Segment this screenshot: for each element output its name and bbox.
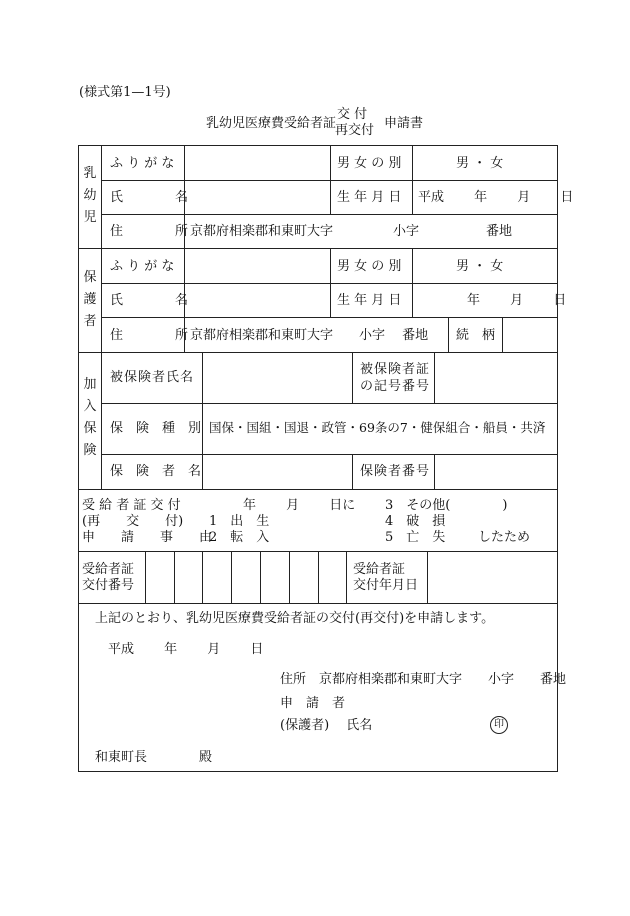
guardian-address-label: 住 所 [110,328,189,343]
insured-symbol-label-1: 被保険者証 [360,362,431,377]
certificate-date-label-2: 交付年月日 [353,578,419,593]
border-top [78,145,558,146]
reason-date-line[interactable]: 年 月 日に [243,498,356,513]
guardian-sex-value[interactable]: 男 ・ 女 [456,259,504,274]
border-left [78,145,79,772]
reason-label-3: 申 請 事 由 [82,530,213,545]
certificate-number-label-1: 受給者証 [82,562,135,577]
guardian-birth-label: 生 年 月 日 [337,293,402,308]
guardian-birth-value[interactable]: 年 月 日 [467,293,567,308]
infant-birth-label: 生 年 月 日 [337,190,402,205]
infant-furigana-label: ふ り が な [110,156,175,171]
infant-sex-value[interactable]: 男 ・ 女 [456,156,504,171]
infant-address-value[interactable]: 京都府相楽郡和東町大字 [190,224,334,239]
reason-option-lost[interactable]: 5 亡 失 [385,530,446,545]
reason-option-birth[interactable]: 1 出 生 [209,514,270,529]
reason-option-move-in[interactable]: 2 転 入 [209,530,270,545]
applicant-label: 申 請 者 [280,696,346,711]
infant-birth-value[interactable]: 平成 年 月 日 [418,190,574,205]
guardian-sex-label: 男 女 の 別 [337,259,402,274]
guardian-relation-label: 続 柄 [456,328,496,343]
declaration-statement: 上記のとおり、乳幼児医療費受給者証の交付(再交付)を申請します。 [95,611,495,626]
certificate-number-label-2: 交付番号 [82,578,135,593]
insured-symbol-label-2: の記号番号 [360,379,431,394]
infant-section-label: 乳 幼 児 [83,166,97,225]
reason-option-damage[interactable]: 4 破 損 [385,514,446,529]
title-main: 乳幼児医療費受給者証 [206,116,337,131]
applicant-guardian-name[interactable]: (保護者) 氏名 [280,718,373,733]
border-bottom [78,771,558,772]
infant-name-label: 氏 名 [110,190,189,205]
reason-option-other[interactable]: 3 その他( ) [385,498,508,513]
insurance-type-label: 保 険 種 別 [110,421,202,436]
insurer-number-label: 保険者番号 [360,464,431,479]
title-option-reissue: 再交付 [335,123,375,138]
declaration-date[interactable]: 平成 年 月 日 [108,642,264,657]
infant-address-banchi: 番地 [486,224,513,239]
reason-label-2: (再 交 付) [82,514,184,529]
certificate-date-label-1: 受給者証 [353,562,406,577]
form-number: (様式第1—1号) [79,85,171,100]
applicant-address[interactable]: 住所 京都府相楽郡和東町大字 小字 番地 [280,672,567,687]
insurance-section-label: 加 入 保 険 [83,377,97,458]
reason-suffix: したため [478,530,531,545]
insured-name-label: 被保険者氏名 [110,370,195,385]
infant-address-aza: 小字 [393,224,420,239]
seal-mark: 印 [490,716,508,734]
infant-sex-label: 男 女 の 別 [337,156,402,171]
guardian-name-label: 氏 名 [110,293,189,308]
guardian-address-value[interactable]: 京都府相楽郡和東町大字 小字 番地 [190,328,429,343]
insurance-type-value[interactable]: 国保・国組・国退・政管・69条の7・健保組合・船員・共済 [209,420,546,435]
guardian-furigana-label: ふ り が な [110,259,175,274]
addressee: 和東町長 殿 [95,750,213,765]
reason-label-1: 受 給 者 証 交 付 [82,498,181,513]
insurer-label: 保 険 者 名 [110,464,202,479]
title-suffix: 申請書 [384,116,424,131]
guardian-section-label: 保 護 者 [83,270,97,329]
title-option-issue: 交 付 [337,107,368,122]
infant-address-label: 住 所 [110,224,189,239]
